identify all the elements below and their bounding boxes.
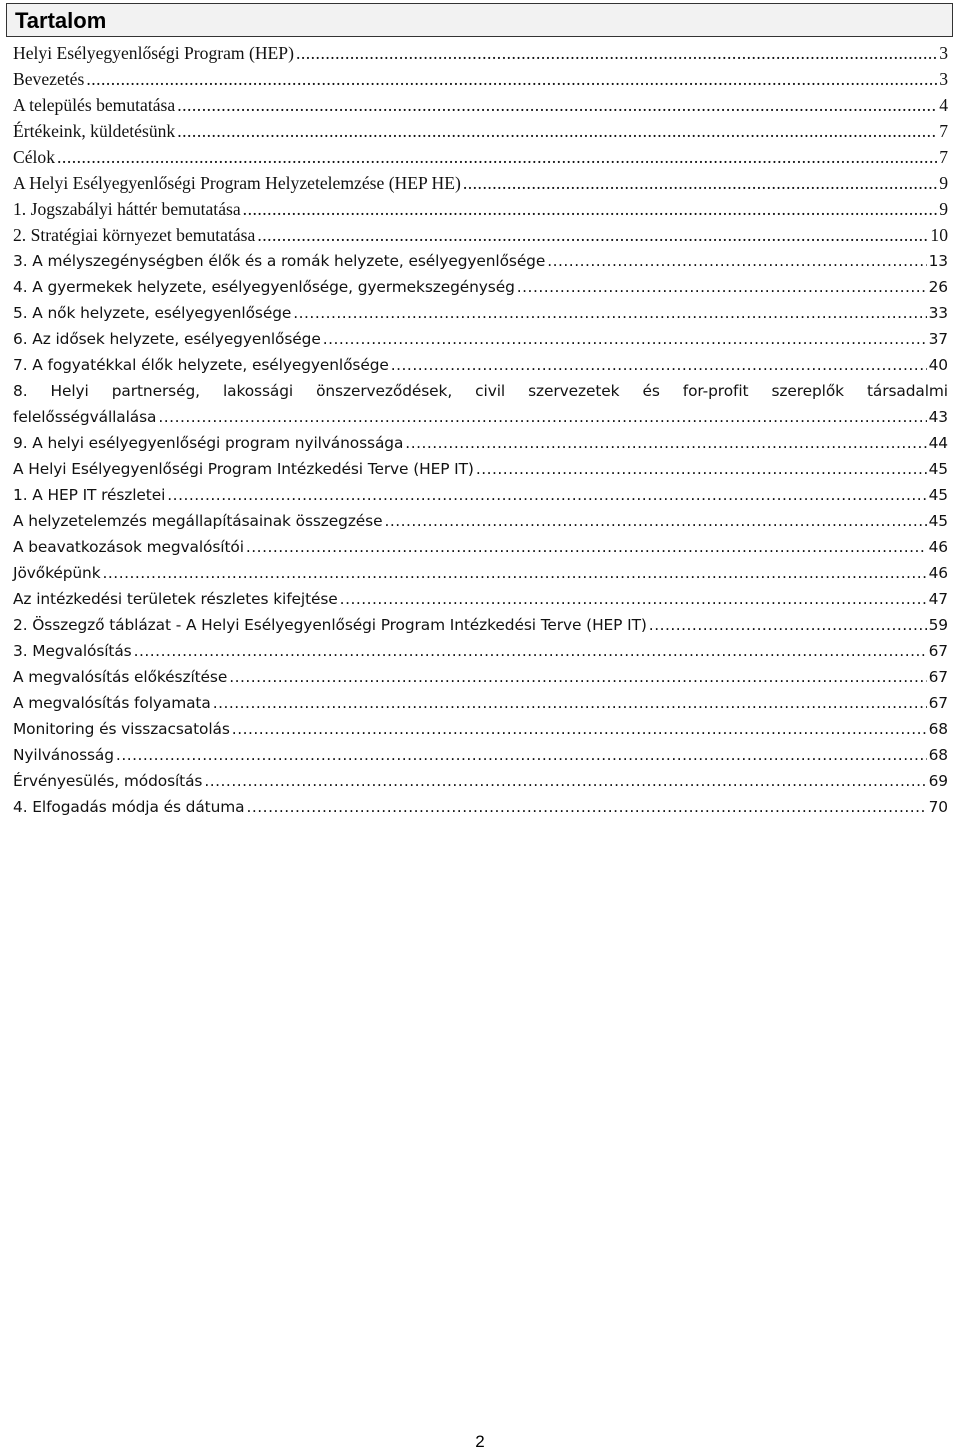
toc-entry-page: 13 [928,252,948,270]
toc-entry[interactable] [13,144,948,170]
toc-entry-page: 43 [928,408,948,426]
toc-entry-title: 3. Megvalósítás [13,642,132,660]
toc-entry-page: 67 [928,694,948,712]
toc-entry-title: 9. A helyi esélyegyenlőségi program nyilvánossága [13,434,404,452]
dot-leader [57,144,937,170]
toc-entry-page: 59 [928,616,948,634]
toc-title: Tartalom [15,8,107,33]
toc-entry-title: 2. Összegző táblázat - A Helyi Esélyegyenlőségi Program Intézkedési Terve (HEP IT) [13,616,647,634]
dot-leader [246,534,927,560]
toc-entry-title: Monitoring és visszacsatolás [13,720,230,738]
toc-entry[interactable] [13,534,948,560]
toc-entry[interactable] [13,742,948,768]
toc-entry[interactable] [13,716,948,742]
toc-entry-title-line1: 8. Helyi partnerség, lakossági önszerveződések, civil szervezetek és for-profit szereplők társadalmi [13,382,948,400]
toc-entry-page: 46 [928,564,948,582]
dot-leader [547,248,926,274]
toc-entry[interactable] [13,768,948,794]
dot-leader [384,508,926,534]
toc-entry-title: Célok [13,147,56,167]
toc-entry-page: 46 [928,538,948,556]
dot-leader [204,768,926,794]
toc-entry[interactable] [13,352,948,378]
toc-entry-title: 5. A nők helyzete, esélyegyenlősége [13,304,292,322]
toc-entry-title: Érvényesülés, módosítás [13,772,203,790]
dot-leader [517,274,927,300]
dot-leader [405,430,926,456]
toc-entry-title: 2. Stratégiai környezet bemutatása [13,225,256,245]
table-of-contents [13,40,948,820]
toc-entry-page: 10 [930,225,948,245]
dot-leader [213,690,927,716]
dot-leader [116,742,927,768]
toc-entry-page: 9 [939,199,948,219]
toc-entry-title: Értékeink, küldetésünk [13,121,176,141]
dot-leader [167,482,926,508]
dot-leader [340,586,927,612]
dot-leader [232,716,927,742]
toc-entry[interactable] [13,92,948,118]
toc-entry-title: A település bemutatása [13,95,176,115]
dot-leader [391,352,927,378]
toc-entry[interactable] [13,118,948,144]
toc-entry-title: A helyzetelemzés megállapításainak összegzése [13,512,383,530]
toc-entry-title: Jövőképünk [13,564,101,582]
toc-entry-page: 67 [928,668,948,686]
dot-leader [293,300,926,326]
toc-entry[interactable] [13,586,948,612]
toc-entry-title: A megvalósítás folyamata [13,694,211,712]
dot-leader [463,170,937,196]
dot-leader [296,40,937,66]
toc-entry-page: 7 [939,121,948,141]
dot-leader [103,560,927,586]
toc-entry[interactable] [13,794,948,820]
toc-entry[interactable] [13,664,948,690]
toc-entry-title: 7. A fogyatékkal élők helyzete, esélyegyenlősége [13,356,389,374]
toc-entry-page: 69 [928,772,948,790]
toc-entry-title-line2: felelősségvállalása [13,408,157,426]
toc-entry[interactable] [13,248,948,274]
dot-leader [476,456,927,482]
dot-leader [177,92,937,118]
toc-entry-title: 4. A gyermekek helyzete, esélyegyenlősége, gyermekszegénység [13,278,515,296]
toc-entry-title: 3. A mélyszegénységben élők és a romák helyzete, esélyegyenlősége [13,252,546,270]
toc-entry[interactable] [13,40,948,66]
toc-heading-box [6,3,953,37]
toc-entry-title: Nyilvánosság [13,746,114,764]
toc-entry-title: 6. Az idősek helyzete, esélyegyenlősége [13,330,321,348]
dot-leader [229,664,926,690]
dot-leader [257,222,928,248]
toc-entry-page: 3 [939,69,948,89]
toc-entry-title: A megvalósítás előkészítése [13,668,228,686]
dot-leader [177,118,937,144]
toc-entry-page: 7 [939,147,948,167]
toc-entry[interactable] [13,222,948,248]
dot-leader [243,196,938,222]
toc-entry[interactable] [13,638,948,664]
dot-leader [323,326,927,352]
toc-entry-wrapped[interactable] [13,378,948,430]
toc-entry-line2 [13,404,948,430]
toc-entry[interactable] [13,66,948,92]
toc-entry-page: 45 [928,486,948,504]
toc-entry-page: 4 [939,95,948,115]
toc-entry[interactable] [13,274,948,300]
toc-entry[interactable] [13,430,948,456]
dot-leader [86,66,937,92]
toc-entry-page: 26 [928,278,948,296]
toc-entry-page: 9 [939,173,948,193]
toc-entry-page: 70 [928,798,948,816]
toc-entry-page: 3 [939,43,948,63]
toc-entry[interactable] [13,326,948,352]
toc-entry-page: 33 [928,304,948,322]
toc-entry-page: 47 [928,590,948,608]
toc-entry-page: 68 [928,720,948,738]
dot-leader [247,794,927,820]
toc-entry[interactable] [13,508,948,534]
toc-entry-title: A Helyi Esélyegyenlőségi Program Intézkedési Terve (HEP IT) [13,460,474,478]
toc-entry-page: 67 [928,642,948,660]
toc-entry[interactable] [13,196,948,222]
toc-entry[interactable] [13,170,948,196]
dot-leader [649,612,927,638]
toc-entry[interactable] [13,560,948,586]
toc-entry-page: 45 [928,460,948,478]
dot-leader [134,638,927,664]
toc-entry-page: 45 [928,512,948,530]
toc-entry-page: 44 [928,434,948,452]
toc-entry-title: 1. A HEP IT részletei [13,486,166,504]
toc-entry-title: 4. Elfogadás módja és dátuma [13,798,245,816]
toc-entry-title: Bevezetés [13,69,85,89]
toc-entry-title: Az intézkedési területek részletes kifejtése [13,590,338,608]
page-number: 2 [475,1432,485,1451]
toc-entry-page: 68 [928,746,948,764]
toc-entry-page: 37 [928,330,948,348]
dot-leader [158,404,926,430]
toc-entry[interactable] [13,612,948,638]
toc-entry-page: 40 [928,356,948,374]
toc-entry-title: 1. Jogszabályi háttér bemutatása [13,199,241,219]
toc-entry-title: A beavatkozások megvalósítói [13,538,244,556]
toc-entry[interactable] [13,482,948,508]
toc-entry[interactable] [13,690,948,716]
toc-entry[interactable] [13,300,948,326]
toc-entry-title: A Helyi Esélyegyenlőségi Program Helyzetelemzése (HEP HE) [13,173,461,193]
toc-entry-title: Helyi Esélyegyenlőségi Program (HEP) [13,43,294,63]
toc-entry[interactable] [13,456,948,482]
